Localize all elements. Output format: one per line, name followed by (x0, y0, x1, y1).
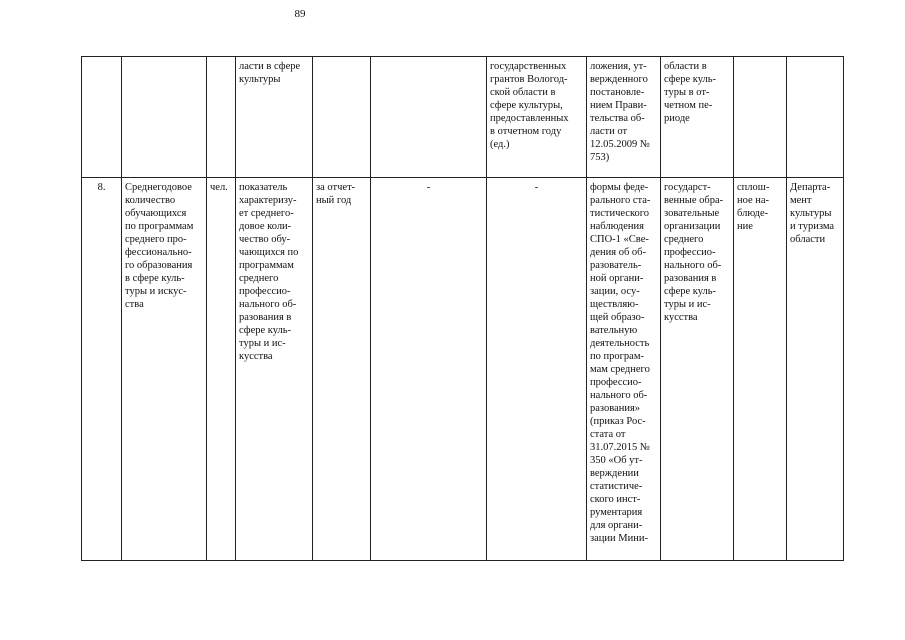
page-number: 89 (294, 8, 306, 20)
cell-observation-unit: области в сфере куль- туры в от- четном пе- риоде (661, 57, 734, 178)
cell-observation-unit: государст- венные обра- зовательные организации среднего профессио- нального об- разования в сфере куль- туры и ис- кусства (661, 178, 734, 561)
cell-method (734, 57, 787, 178)
cell-definition: показатель характеризу- ет среднего- довое коли- чество обу- чающихся по программам среднего профессио- нального об- разования в сфере куль- туры и ис- кусства (236, 178, 313, 561)
cell-source: формы феде- рального ста- тистического наблюдения СПО-1 «Све- дения об об- разователь- ной органи- зации, осу- ществляю- щей образо- вательную деятельность по програм- мам среднего профессио- нального об- разования» (приказ Рос- стата от 31.07.2015 № 350 «Об ут- верждении статистиче- ского инст- рументария для органи- зации Мини- (587, 178, 661, 561)
cell-indicator-name (122, 57, 207, 178)
cell-number: 8. (82, 178, 122, 561)
table-row-8 (82, 178, 844, 561)
cell-responsible (787, 57, 844, 178)
cell-formula: - (371, 178, 487, 561)
cell-period: за отчет- ный год (313, 178, 371, 561)
cell-indicator-name: Среднегодовое количество обучающихся по программам среднего про- фессионально- го образования в сфере куль- туры и искус- ства (122, 178, 207, 561)
cell-source: ложения, ут- вержденного постановле- нием Прави- тельства об- ласти от 12.05.2009 № 753) (587, 57, 661, 178)
cell-responsible: Департа- мент культуры и туризма области (787, 178, 844, 561)
cell-number (82, 57, 122, 178)
cell-method: сплош- ное на- блюде- ние (734, 178, 787, 561)
cell-formula (371, 57, 487, 178)
cell-unit (207, 57, 236, 178)
cell-definition: ласти в сфере культуры (236, 57, 313, 178)
cell-variables: - (487, 178, 587, 561)
indicator-table (81, 56, 844, 561)
cell-unit: чел. (207, 178, 236, 561)
table-row-continuation (82, 57, 844, 178)
cell-variables: государственных грантов Вологод- ской области в сфере культуры, предоставленных в отчетном году (ед.) (487, 57, 587, 178)
cell-period (313, 57, 371, 178)
